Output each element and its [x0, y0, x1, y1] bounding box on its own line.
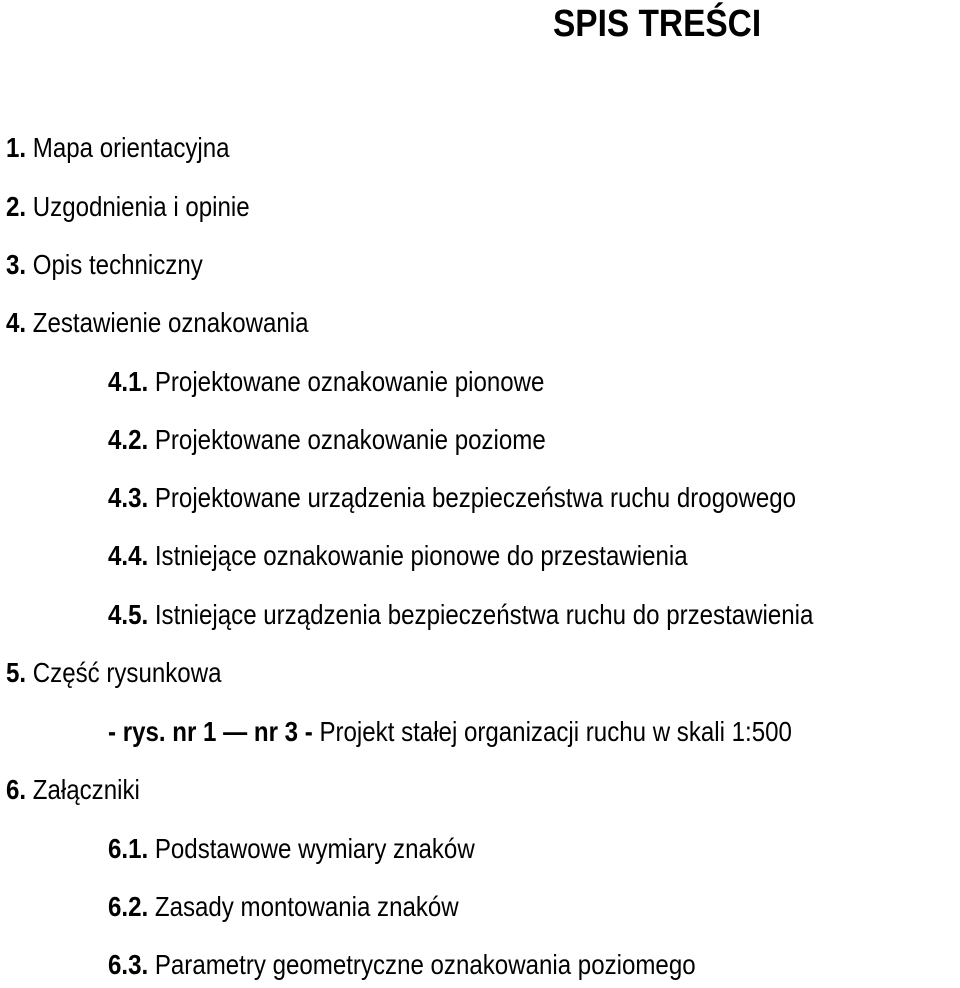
toc-number: 6.1. [108, 833, 149, 864]
toc-text: Uzgodnienia i opinie [32, 191, 250, 222]
toc-text: Zasady montowania znaków [154, 891, 459, 922]
toc-text: Projektowane oznakowanie pionowe [154, 366, 545, 397]
toc-item-4-3 [108, 481, 796, 515]
toc-number: 4.5. [108, 599, 149, 630]
toc-number: 6.3. [108, 949, 149, 980]
toc-item-6 [6, 773, 140, 807]
toc-number: 6.2. [108, 891, 149, 922]
toc-number: - rys. nr 1 — nr 3 - [108, 716, 313, 747]
toc-item-6-1 [108, 832, 475, 866]
toc-item-6-2 [108, 890, 459, 924]
toc-number: 1. [6, 132, 27, 163]
toc-item-4 [6, 306, 309, 340]
toc-item-5-drawings [108, 715, 792, 749]
toc-number: 4.4. [108, 540, 149, 571]
toc-text: Zestawienie oznakowania [32, 307, 309, 338]
toc-number: 2. [6, 191, 27, 222]
toc-text: Istniejące oznakowanie pionowe do przestawienia [154, 540, 688, 571]
toc-item-3 [6, 248, 203, 282]
toc-number: 4.3. [108, 482, 149, 513]
toc-text: Opis techniczny [32, 249, 203, 280]
toc-item-6-3 [108, 948, 696, 982]
page-title: SPIS TREŚCI [553, 3, 762, 45]
toc-text: Parametry geometryczne oznakowania poziomego [154, 949, 696, 980]
toc-text: Część rysunkowa [32, 657, 222, 688]
toc-text: Projektowane oznakowanie poziome [154, 424, 546, 455]
toc-number: 5. [6, 657, 27, 688]
toc-item-1 [6, 131, 230, 165]
toc-text: Istniejące urządzenia bezpieczeństwa ruchu do przestawienia [154, 599, 814, 630]
toc-item-4-5 [108, 598, 813, 632]
toc-number: 4. [6, 307, 27, 338]
toc-item-4-1 [108, 365, 544, 399]
toc-text: Podstawowe wymiary znaków [154, 833, 475, 864]
toc-text: Projekt stałej organizacji ruchu w skali 1:500 [319, 716, 792, 747]
toc-number: 4.2. [108, 424, 149, 455]
toc-number: 3. [6, 249, 27, 280]
toc-text: Mapa orientacyjna [32, 132, 230, 163]
toc-number: 4.1. [108, 366, 149, 397]
toc-text: Projektowane urządzenia bezpieczeństwa ruchu drogowego [154, 482, 797, 513]
toc-item-2 [6, 190, 250, 224]
toc-item-4-2 [108, 423, 546, 457]
toc-number: 6. [6, 774, 27, 805]
toc-item-5 [6, 656, 221, 690]
toc-item-4-4 [108, 539, 688, 573]
toc-text: Załączniki [32, 774, 140, 805]
